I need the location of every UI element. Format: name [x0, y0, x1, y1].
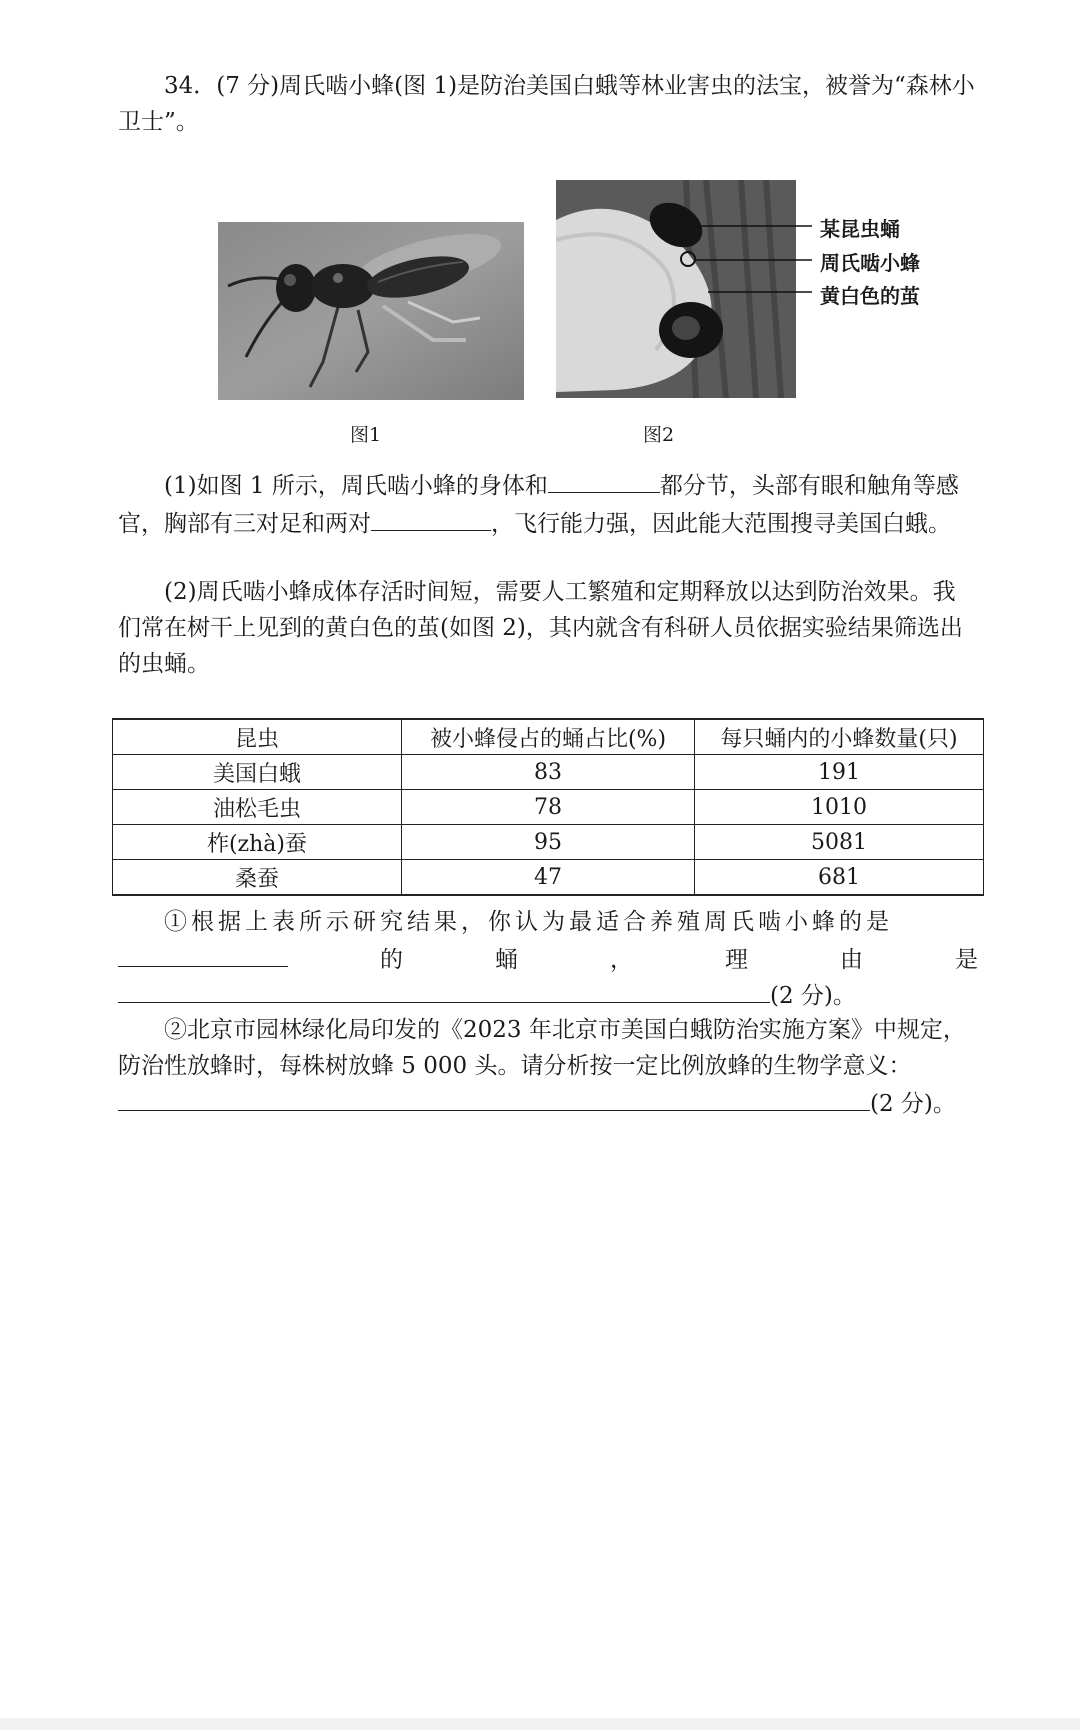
table-row — [113, 790, 984, 825]
answer-blank-1[interactable] — [548, 466, 660, 493]
figure-1-wasp-photo — [218, 222, 524, 400]
table-cell: 桑蚕 — [113, 860, 402, 896]
sub-question-2: ②北京市园林绿化局印发的《2023 年北京市美国白蛾防治实施方案》中规定，防治性放蜂时，每株树放蜂 5 000 头。请分析按一定比例放蜂的生物学意义： — [118, 1017, 966, 1079]
table-row — [113, 825, 984, 860]
table-header-cell: 昆虫 — [113, 719, 402, 755]
table-cell: 柞(zhà)蚕 — [113, 825, 402, 860]
score-note: (2 分)。 — [870, 1091, 956, 1117]
table-header-cell: 被小蜂侵占的蛹占比(%) — [402, 719, 695, 755]
figure-2-caption: 图2 — [643, 424, 675, 446]
spaced-word: ， — [610, 947, 633, 973]
question-part-2: (2)周氏啮小蜂成体存活时间短，需要人工繁殖和定期释放以达到防治效果。我们常在树干上见到的黄白色的茧(如图 2)，其内就含有科研人员依据实验结果筛选出的虫蛹。 — [118, 579, 963, 677]
table-cell: 78 — [402, 790, 695, 825]
label-cocoon: 黄白色的茧 — [820, 284, 920, 308]
figure-2-leader-lines — [640, 214, 820, 304]
label-insect-pupa: 某昆虫蛹 — [820, 217, 900, 241]
spaced-word: 的 — [380, 947, 403, 973]
answer-blank-4[interactable] — [118, 976, 770, 1003]
answer-blank-3[interactable] — [118, 940, 288, 967]
sub-question-1-line-1: ①根据上表所示研究结果，你认为最适合养殖周氏啮小蜂的是 — [164, 909, 893, 935]
sub-question-1-line-2 — [118, 940, 978, 978]
sub-question-2-answer-line — [118, 1084, 978, 1122]
question-intro: 34．(7 分)周氏啮小蜂(图 1)是防治美国白蛾等林业害虫的法宝，被誉为“森林小卫士”。 — [118, 73, 975, 135]
table-cell: 83 — [402, 755, 695, 790]
question-part-1 — [118, 466, 978, 542]
table-cell: 191 — [695, 755, 984, 790]
spaced-word: 由 — [840, 947, 863, 973]
spaced-word: 是 — [955, 947, 978, 973]
spaced-word: 理 — [725, 947, 748, 973]
table-header-cell: 每只蛹内的小蜂数量(只) — [695, 719, 984, 755]
table-row — [113, 860, 984, 896]
part-1-text-b: 都分节，头部有眼和触角等感官，胸部有三对足和两对 — [118, 473, 959, 537]
answer-blank-2[interactable] — [371, 504, 491, 531]
table-header-row — [113, 719, 984, 755]
table-cell: 1010 — [695, 790, 984, 825]
score-note: (2 分)。 — [770, 983, 856, 1009]
part-1-text-a: (1)如图 1 所示，周氏啮小蜂的身体和 — [164, 473, 548, 499]
sub-question-1-line-3 — [118, 976, 978, 1014]
page-bottom-edge — [0, 1718, 1080, 1730]
part-1-text-c: ，飞行能力强，因此能大范围搜寻美国白蛾。 — [491, 511, 951, 537]
figure-1-caption: 图1 — [350, 424, 382, 446]
label-wasp: 周氏啮小蜂 — [820, 251, 920, 275]
table-cell: 47 — [402, 860, 695, 896]
table-cell: 95 — [402, 825, 695, 860]
spaced-word: 蛹 — [495, 947, 518, 973]
table-cell: 5081 — [695, 825, 984, 860]
table-cell: 美国白蛾 — [113, 755, 402, 790]
data-table — [112, 718, 984, 896]
table-cell: 681 — [695, 860, 984, 896]
table-row — [113, 755, 984, 790]
answer-blank-5[interactable] — [118, 1084, 870, 1111]
table-cell: 油松毛虫 — [113, 790, 402, 825]
